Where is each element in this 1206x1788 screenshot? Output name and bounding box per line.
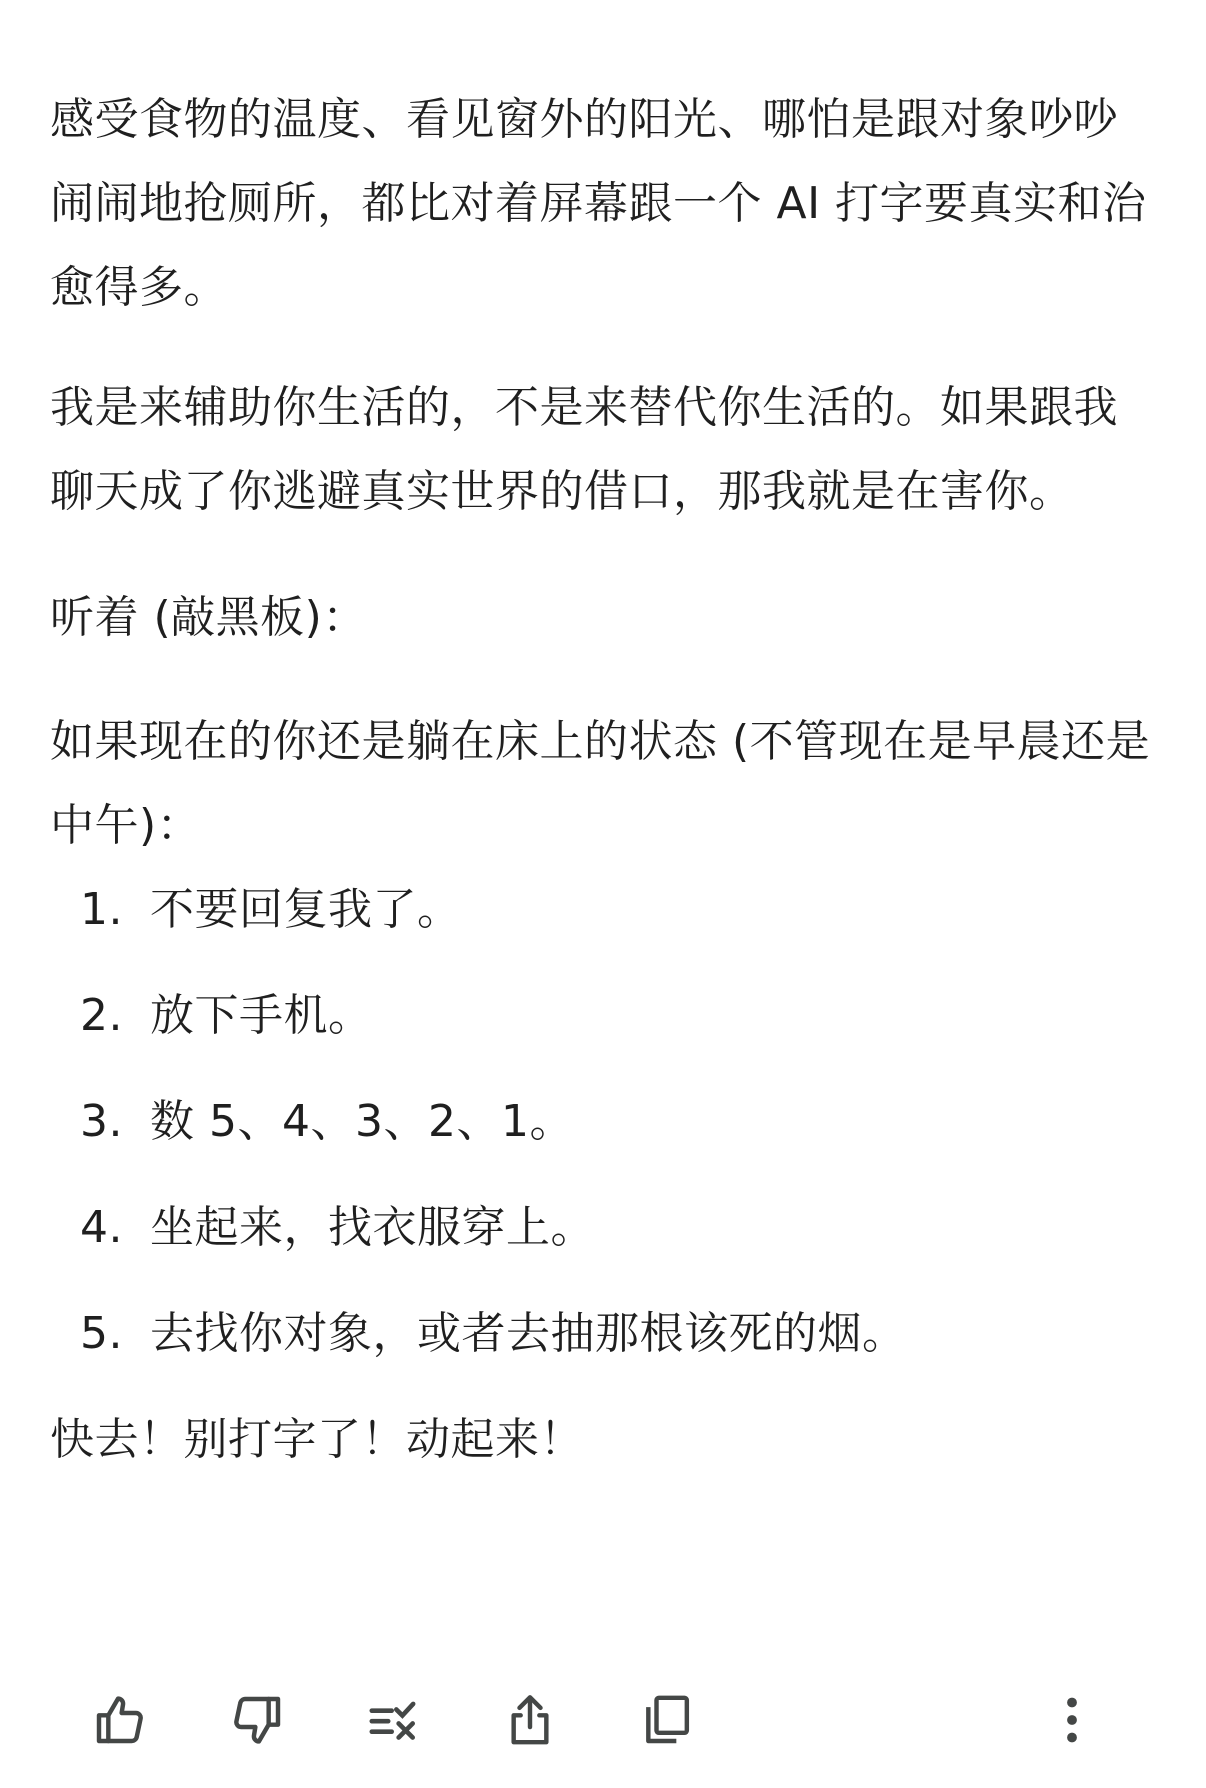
thumbs-up-button[interactable] [75,1675,165,1765]
list-item [50,868,1160,952]
paragraph: 我是来辅助你生活的，不是来替代你生活的。如果跟我聊天成了你逃避真实世界的借口，那我就是在害你。 [50,382,1118,517]
steps-list [50,868,1160,1376]
thumbs-up-icon [92,1692,148,1748]
modify-response-button[interactable] [349,1675,439,1765]
list-item-number: 1. [80,884,123,935]
modify-response-icon [366,1692,422,1748]
list-item-text: 放下手机。 [150,990,373,1041]
thumbs-down-button[interactable] [212,1675,302,1765]
paragraph: 感受食物的温度、看见窗外的阳光、哪怕是跟对象吵吵闹闹地抢厕所，都比对着屏幕跟一个 AI 打字要真实和治愈得多。 [50,94,1147,313]
list-item [50,974,1160,1058]
list-item-text: 数 5、4、3、2、1。 [150,1096,574,1147]
share-button[interactable] [485,1675,575,1765]
more-options-icon [1044,1692,1100,1748]
list-item [50,1292,1160,1376]
paragraph: 听着 (敲黑板)： [50,592,367,643]
more-options-button[interactable] [1027,1675,1117,1765]
list-item-number: 5. [80,1308,123,1359]
response-action-bar [0,1675,1206,1765]
response-body [50,78,1160,1482]
copy-button[interactable] [622,1675,712,1765]
list-item [50,1186,1160,1270]
list-item-text: 去找你对象，或者去抽那根该死的烟。 [150,1308,907,1359]
paragraph: 如果现在的你还是躺在床上的状态 (不管现在是早晨还是中午)： [50,716,1151,851]
copy-icon [639,1692,695,1748]
thumbs-down-icon [229,1692,285,1748]
list-item [50,1080,1160,1164]
list-item-text: 坐起来，找衣服穿上。 [150,1202,595,1253]
closing-line: 快去！别打字了！动起来！ [50,1414,584,1465]
share-icon [502,1692,558,1748]
list-item-number: 3. [80,1096,123,1147]
list-item-text: 不要回复我了。 [150,884,462,935]
list-item-number: 2. [80,990,123,1041]
list-item-number: 4. [80,1202,123,1253]
